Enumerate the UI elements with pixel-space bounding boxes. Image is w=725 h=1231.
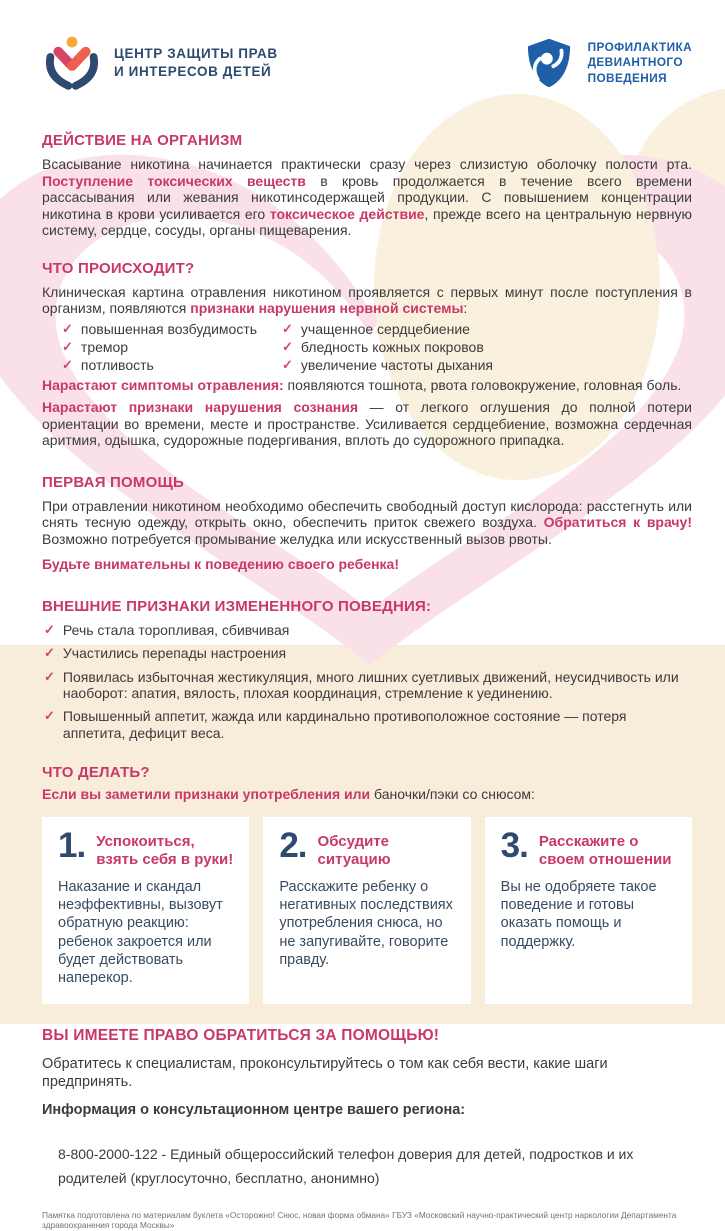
center-logo-line1: ЦЕНТР ЗАЩИТЫ ПРАВ xyxy=(114,45,278,63)
section-body-effect xyxy=(42,132,692,239)
center-logo-text xyxy=(114,45,278,80)
list-item xyxy=(62,321,282,337)
prevention-logo-line3: ПОВЕДЕНИЯ xyxy=(588,71,692,86)
section-title: ПЕРВАЯ ПОМОЩЬ xyxy=(42,474,692,491)
list-item-label: бледность кожных покровов xyxy=(301,339,484,355)
lead-line xyxy=(42,786,692,803)
list-item-label: учащенное сердцебиение xyxy=(301,321,470,337)
section-paragraph xyxy=(42,399,692,449)
card-head xyxy=(501,832,678,869)
hands-heart-logo-icon xyxy=(42,33,102,93)
prevention-logo-line1: ПРОФИЛАКТИКА xyxy=(588,40,692,55)
list-item-label: Повышенный аппетит, жажда или кардинально противоположное состояние — потеря аппетита, дефицит веса. xyxy=(63,708,692,741)
card-head xyxy=(279,832,456,869)
checkmark-icon: ✓ xyxy=(44,645,55,661)
card-title: Расскажите о своем отношении xyxy=(539,832,678,869)
text-run: Всасывание никотина начинается практически сразу через слизистую оболочку полости рта. xyxy=(42,156,692,172)
card-title: Успокоиться, взять себя в руки! xyxy=(96,832,235,869)
advice-cards xyxy=(42,817,692,1004)
text-run: , прежде всего на центральную нервную систему, сердце, сосуды, органы пищеварения. xyxy=(42,206,692,239)
list-item-label: повышенная возбудимость xyxy=(81,321,257,337)
text-run-accent: признаки нарушения нервной системы xyxy=(190,300,463,316)
text-run: Возможно потребуется промывание желудка или искусственный вызов рвоты. xyxy=(42,531,552,547)
checkmark-icon: ✓ xyxy=(62,339,73,355)
section-title: ВЫ ИМЕЕТЕ ПРАВО ОБРАТИТЬСЯ ЗА ПОМОЩЬЮ! xyxy=(42,1027,692,1045)
section-paragraph xyxy=(42,498,692,548)
source-footnote: Памятка подготовлена по материалам буклета «Осторожно! Снюс, новая форма обмана» ГБУЗ «Московский научно-практический центр наркологии Департамента здравоохранения города Москвы» xyxy=(42,1210,692,1231)
card-body: Наказание и скандал неэффективны, вызовут обратную реакцию: ребенок закроется или будет действовать наперекор. xyxy=(58,878,235,988)
text-run-accent: Обратиться к врачу! xyxy=(544,514,692,530)
list-item xyxy=(42,645,692,661)
section-get-help xyxy=(42,1027,692,1231)
list-item-label: увеличение частоты дыхания xyxy=(301,357,493,373)
card-number: 3. xyxy=(501,832,528,860)
checkmark-icon: ✓ xyxy=(44,622,55,638)
text-run: : xyxy=(463,300,467,316)
checkmark-icon: ✓ xyxy=(282,339,293,355)
list-item xyxy=(42,669,692,702)
text-run: баночки/пэки со снюсом: xyxy=(370,786,535,802)
text-run: При отравлении никотином необходимо обеспечить свободный доступ кислорода: расстегнуть или снять тесную одежду, открыть окно, обеспечить приток свежего воздуха. xyxy=(42,498,692,531)
prevention-logo-text xyxy=(588,40,692,86)
hotline-text: 8-800-2000-122 - Единый общероссийский телефон доверия для детей, подростков и их родителей (круглосуточно, бесплатно, анонимно) xyxy=(58,1146,633,1186)
section-behavior-signs xyxy=(42,598,692,741)
center-logo xyxy=(42,33,278,93)
card-number: 2. xyxy=(279,832,306,860)
text-run-accent: Нарастают симптомы отравления: xyxy=(42,377,284,393)
text-run: Клиническая картина отравления никотином проявляется с первых минут после поступления в организм, появляются xyxy=(42,284,692,317)
text-run-accent: токсическое действие xyxy=(270,206,425,222)
text-run-accent: Поступление токсических веществ xyxy=(42,173,306,189)
list-item xyxy=(282,339,692,355)
text-run-accent: Если вы заметили признаки употребления или xyxy=(42,786,370,802)
card-body: Расскажите ребенку о негативных последствиях употребления снюса, но не запугивайте, говорите правду. xyxy=(279,878,456,969)
prevention-logo xyxy=(522,36,692,90)
section-title: ДЕЙСТВИЕ НА ОРГАНИЗМ xyxy=(42,132,692,149)
hotline-box xyxy=(42,1131,692,1203)
warning-line: Будьте внимательны к поведению своего ребенка! xyxy=(42,556,692,573)
section-paragraph xyxy=(42,156,692,239)
card-number: 1. xyxy=(58,832,85,860)
section-paragraph xyxy=(42,284,692,317)
region-info-label: Информация о консультационном центре вашего региона: xyxy=(42,1101,692,1120)
checkmark-icon: ✓ xyxy=(44,708,55,741)
advice-card-3 xyxy=(485,817,692,1004)
card-title: Обсудите ситуацию xyxy=(318,832,457,869)
center-logo-line2: И ИНТЕРЕСОВ ДЕТЕЙ xyxy=(114,63,278,81)
section-paragraph: Обратитесь к специалистам, проконсультируйтесь о том как себя вести, какие шаги предпринять. xyxy=(42,1055,692,1093)
checkmark-icon: ✓ xyxy=(62,357,73,373)
symptoms-checklist xyxy=(42,321,692,375)
checkmark-icon: ✓ xyxy=(62,321,73,337)
text-run-accent: Нарастают признаки нарушения сознания xyxy=(42,399,358,415)
text-run: — от легкого оглушения до полной потери ориентации во времени, месте и пространстве. Усиливается сердцебиение, возможна сердечная аритмия, одышка, судорожные подергивания, вплоть до судорожного припадка. xyxy=(42,399,692,448)
advice-card-2 xyxy=(263,817,470,1004)
advice-card-1 xyxy=(42,817,249,1004)
list-item-label: потливость xyxy=(81,357,154,373)
list-item-label: Появилась избыточная жестикуляция, много лишних суетливых движений, неусидчивость или наоборот: апатия, вялость, плохая координация, стремление к уединению. xyxy=(63,669,692,702)
checkmark-icon: ✓ xyxy=(282,357,293,373)
prevention-logo-line2: ДЕВИАНТНОГО xyxy=(588,55,692,70)
checkmark-icon: ✓ xyxy=(44,669,55,702)
list-item xyxy=(62,339,282,355)
shield-person-logo-icon xyxy=(522,36,576,90)
list-item xyxy=(282,321,692,337)
list-item-label: Участились перепады настроения xyxy=(63,645,286,661)
header xyxy=(42,0,692,98)
behavior-checklist xyxy=(42,622,692,741)
list-item xyxy=(62,357,282,373)
checkmark-icon: ✓ xyxy=(282,321,293,337)
text-run: появляются тошнота, рвота головокружение, головная боль. xyxy=(284,377,682,393)
section-title: ЧТО ДЕЛАТЬ? xyxy=(42,764,692,781)
section-title: ЧТО ПРОИСХОДИТ? xyxy=(42,260,692,277)
section-what-happens xyxy=(42,260,692,449)
list-item xyxy=(282,357,692,373)
list-item xyxy=(42,708,692,741)
section-first-aid xyxy=(42,474,692,573)
text-run: в кровь продолжается в течение всего времени рассасывания или жевания никотинсодержащей продукции. С повышением концентрации никотина в крови усиливается его xyxy=(42,173,692,222)
list-item-label: Речь стала торопливая, сбивчивая xyxy=(63,622,289,638)
card-body: Вы не одобряете такое поведение и готовы оказать помощь и поддержку. xyxy=(501,878,678,951)
list-item-label: тремор xyxy=(81,339,128,355)
list-item xyxy=(42,622,692,638)
section-title: ВНЕШНИЕ ПРИЗНАКИ ИЗМЕНЕННОГО ПОВЕДНИЯ: xyxy=(42,598,692,615)
section-what-to-do xyxy=(42,764,692,1003)
card-head xyxy=(58,832,235,869)
section-paragraph xyxy=(42,377,692,394)
